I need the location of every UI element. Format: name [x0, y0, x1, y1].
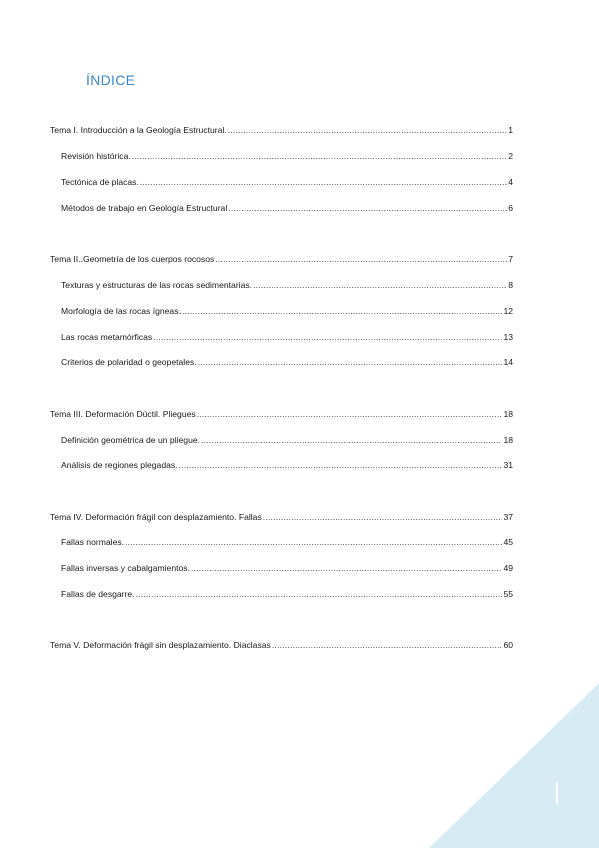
toc-chapter-entry[interactable]	[50, 640, 513, 651]
toc-page-number: 45	[503, 537, 513, 547]
toc-page-number: 7	[508, 254, 513, 264]
toc-entry-label: Texturas y estructuras de las rocas sedimentarias.	[61, 280, 253, 290]
toc-section-entry[interactable]	[61, 537, 513, 548]
toc-page-number: 13	[503, 332, 513, 342]
toc-entry-label: Tectónica de placas.	[61, 177, 139, 187]
toc-chapter-entry[interactable]	[50, 409, 513, 420]
toc-dot-leader	[136, 589, 503, 600]
toc-page-number: 49	[503, 563, 513, 573]
toc-dot-leader	[140, 177, 507, 188]
toc-dot-leader	[228, 203, 507, 214]
toc-entry-label: Definición geométrica de un pliegue.	[61, 435, 201, 445]
page-title: ÍNDICE	[86, 72, 136, 88]
toc-dot-leader	[215, 254, 507, 265]
toc-dot-leader	[253, 280, 507, 291]
toc-section-entry[interactable]	[61, 280, 513, 291]
toc-dot-leader	[191, 563, 502, 574]
toc-dot-leader	[228, 125, 507, 136]
toc-entry-label: Tema II..Geometría de los cuerpos rocosos	[50, 254, 215, 264]
toc-dot-leader	[180, 306, 503, 317]
toc-dot-leader	[125, 537, 502, 548]
toc-page-number: 4	[508, 177, 513, 187]
toc-entry-label: Tema I. Introducción a la Geología Estructural.	[50, 125, 227, 135]
toc-entry-label: Métodos de trabajo en Geología Estructural	[61, 203, 228, 213]
toc-page-number: 55	[503, 589, 513, 599]
toc-chapter-entry[interactable]	[50, 125, 513, 136]
toc-page-number: 37	[503, 512, 513, 522]
toc-section-entry[interactable]	[61, 332, 513, 343]
corner-decoration	[429, 683, 599, 848]
toc-page-number: 8	[508, 280, 513, 290]
toc-section-entry[interactable]	[61, 435, 513, 446]
page-marker	[556, 782, 558, 804]
toc-page-number: 6	[508, 203, 513, 213]
toc-dot-leader	[132, 151, 507, 162]
toc-entry-label: Revisión histórica.	[61, 151, 131, 161]
toc-chapter-entry[interactable]	[50, 512, 513, 523]
toc-section-entry[interactable]	[61, 563, 513, 574]
toc-chapter-entry[interactable]	[50, 254, 513, 265]
toc-page-number: 18	[503, 435, 513, 445]
toc-entry-label: Criterios de polaridad o geopetales.	[61, 357, 197, 367]
toc-dot-leader	[197, 409, 503, 420]
toc-section-entry[interactable]	[61, 203, 513, 214]
toc-section-entry[interactable]	[61, 177, 513, 188]
toc-entry-label: Las rocas metamórficas	[61, 332, 153, 342]
toc-entry-label: Tema V. Deformación frágil sin desplazamiento. Diaclasas	[50, 640, 271, 650]
toc-dot-leader	[153, 332, 502, 343]
toc-dot-leader	[201, 435, 502, 446]
toc-entry-label: Tema IV. Deformación frágil con desplazamiento. Fallas	[50, 512, 262, 522]
toc-section-entry[interactable]	[61, 306, 513, 317]
toc-page-number: 12	[503, 306, 513, 316]
toc-dot-leader	[198, 357, 503, 368]
toc-page-number: 14	[503, 357, 513, 367]
toc-dot-leader	[272, 640, 503, 651]
toc-entry-label: Análisis de regiones plegadas.	[61, 460, 178, 470]
toc-section-entry[interactable]	[61, 357, 513, 368]
toc-section-entry[interactable]	[61, 151, 513, 162]
toc-dot-leader	[263, 512, 503, 523]
toc-section-entry[interactable]	[61, 460, 513, 471]
toc-section-entry[interactable]	[61, 589, 513, 600]
toc-dot-leader	[179, 460, 503, 471]
toc-entry-label: Tema III. Deformación Dúctil. Pliegues	[50, 409, 196, 419]
toc-entry-label: Morfología de las rocas ígneas	[61, 306, 179, 316]
toc-page-number: 1	[508, 125, 513, 135]
toc-page-number: 31	[503, 460, 513, 470]
toc-entry-label: Fallas inversas y cabalgamientos.	[61, 563, 190, 573]
toc-page-number: 18	[503, 409, 513, 419]
toc-page-number: 2	[508, 151, 513, 161]
toc-page-number: 60	[503, 640, 513, 650]
toc-entry-label: Fallas normales.	[61, 537, 125, 547]
toc-entry-label: Fallas de desgarre.	[61, 589, 135, 599]
